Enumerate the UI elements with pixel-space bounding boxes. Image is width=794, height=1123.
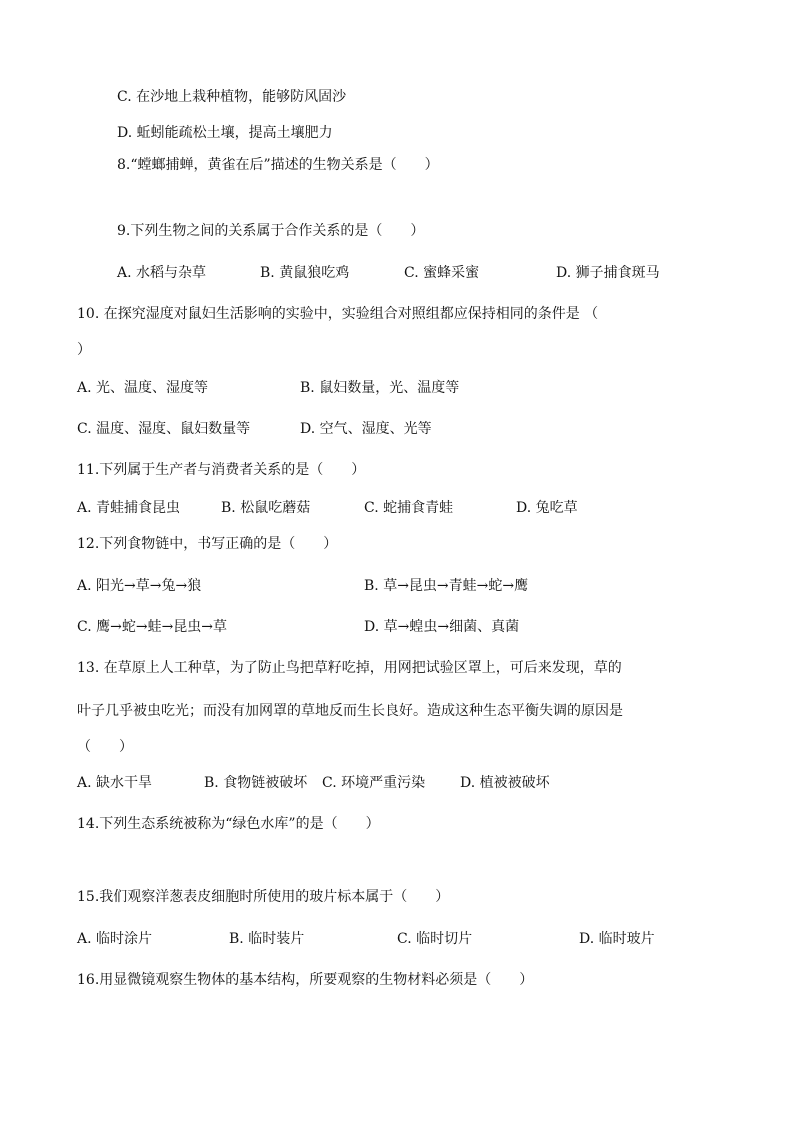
q13-option-c: C. 环境严重污染: [322, 775, 426, 791]
q13-option-d: D. 植被被破坏: [460, 775, 550, 791]
q12-option-b: B. 草→昆虫→青蛙→蛇→鹰: [364, 578, 529, 594]
q15-option-a: A. 临时涂片: [77, 931, 153, 947]
q9-option-a: A. 水稻与杂草: [117, 265, 207, 281]
q11-option-c: C. 蛇捕食青蛙: [364, 500, 454, 516]
q9-option-c: C. 蜜蜂采蜜: [404, 265, 480, 281]
q16-stem: 16.用显微镜观察生物体的基本结构，所要观察的生物材料必须是（ ）: [77, 972, 534, 988]
q15-option-c: C. 临时切片: [397, 931, 473, 947]
q9-option-d: D. 狮子捕食斑马: [556, 265, 660, 281]
q9-option-b: B. 黄鼠狼吃鸡: [260, 265, 350, 281]
q15-stem: 15.我们观察洋葱表皮细胞时所使用的玻片标本属于（ ）: [77, 889, 450, 905]
q13-stem-line3: （ ）: [77, 739, 133, 755]
q10-option-c: C. 温度、湿度、鼠妇数量等: [77, 421, 251, 437]
q13-option-a: A. 缺水干旱: [77, 775, 153, 791]
q13-option-b: B. 食物链被破坏: [204, 775, 308, 791]
q10-option-b: B. 鼠妇数量，光、温度等: [300, 380, 460, 396]
q10-option-d: D. 空气、湿度、光等: [300, 421, 432, 437]
q12-option-d: D. 草→蝗虫→细菌、真菌: [364, 619, 520, 635]
q13-stem-line2: 叶子几乎被虫吃光；而没有加网罩的草地反而生长良好。造成这种生态平衡失调的原因是: [77, 703, 623, 719]
q7-option-c: C. 在沙地上栽种植物，能够防风固沙: [117, 89, 347, 105]
q7-option-d: D. 蚯蚓能疏松土壤，提高土壤肥力: [117, 125, 333, 141]
q10-option-a: A. 光、温度、湿度等: [77, 380, 209, 396]
q11-option-b: B. 松鼠吃蘑菇: [221, 500, 311, 516]
q10-stem-line2: ）: [77, 342, 91, 358]
q11-option-a: A. 青蛙捕食昆虫: [77, 500, 181, 516]
q14-stem: 14.下列生态系统被称为“绿色水库”的是（ ）: [77, 816, 380, 832]
q12-option-a: A. 阳光→草→兔→狼: [77, 578, 202, 594]
q11-stem: 11.下列属于生产者与消费者关系的是（ ）: [77, 462, 366, 478]
q11-option-d: D. 兔吃草: [516, 500, 578, 516]
q10-stem-line1: 10. 在探究湿度对鼠妇生活影响的实验中，实验组合对照组都应保持相同的条件是 （: [77, 306, 599, 322]
q8-stem: 8.“螳螂捕蝉，黄雀在后”描述的生物关系是（ ）: [117, 157, 439, 173]
q15-option-d: D. 临时玻片: [579, 931, 655, 947]
q13-stem-line1: 13. 在草原上人工种草，为了防止鸟把草籽吃掉，用网把试验区罩上，可后来发现，草的: [77, 660, 622, 676]
q15-option-b: B. 临时装片: [229, 931, 305, 947]
q9-stem: 9.下列生物之间的关系属于合作关系的是（ ）: [117, 223, 425, 239]
q12-option-c: C. 鹰→蛇→蛙→昆虫→草: [77, 619, 228, 635]
q12-stem: 12.下列食物链中，书写正确的是（ ）: [77, 536, 338, 552]
